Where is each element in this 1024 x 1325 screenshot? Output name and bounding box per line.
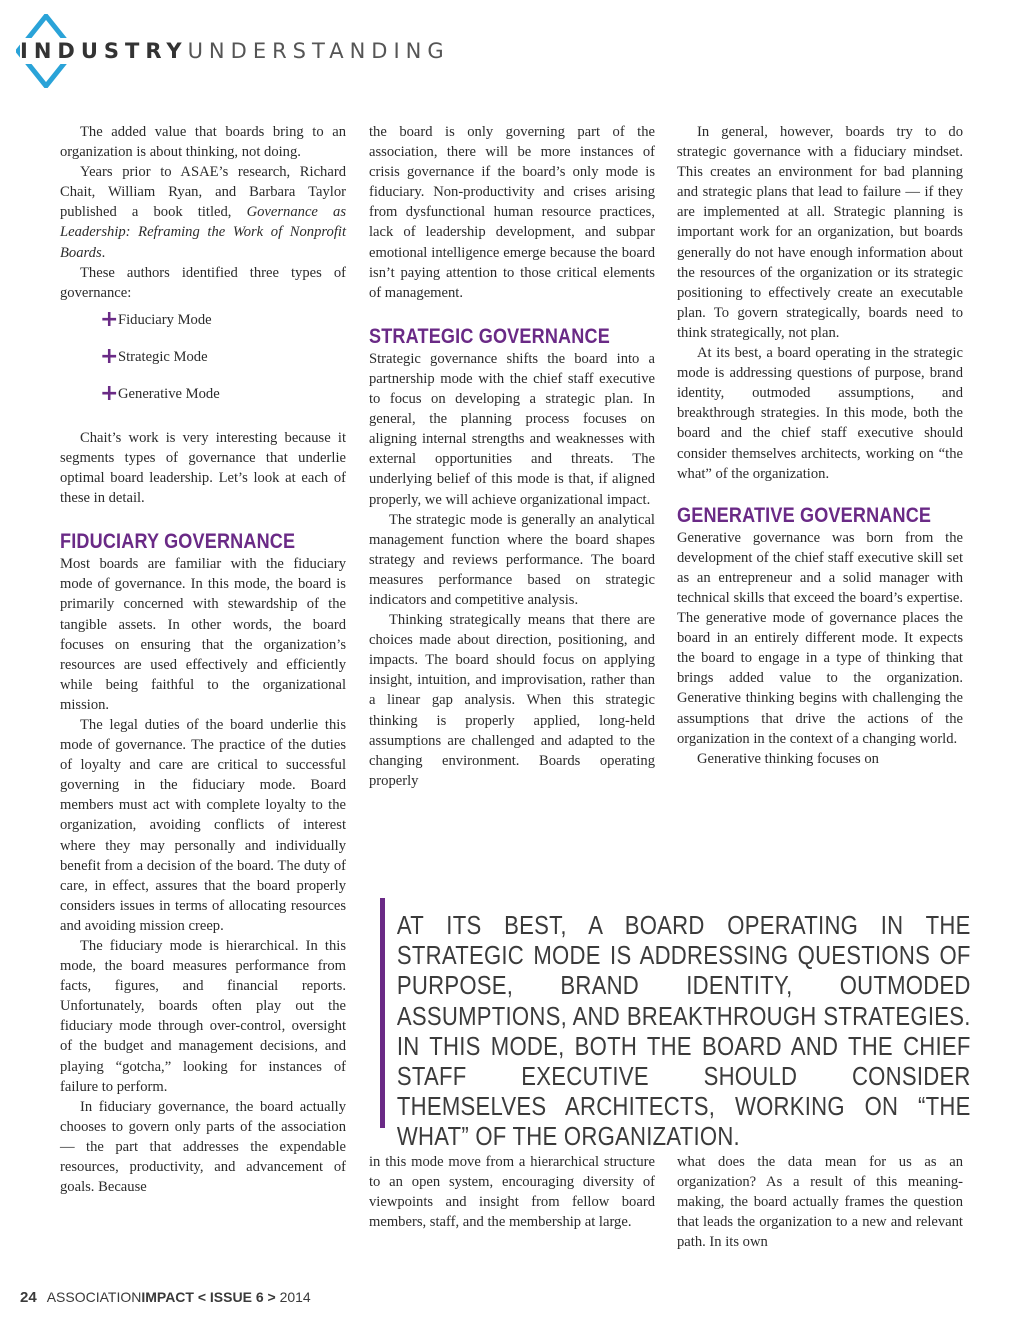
paragraph: Generative thinking focuses on xyxy=(697,750,879,767)
paragraph: what does the data mean for us as an organization? As a result of this meaning-making, the board actually frames the question that leads the organization to a new and relevant path. In its own xyxy=(677,1154,963,1251)
page-number: 24 xyxy=(20,1289,37,1306)
paragraph: In general, however, boards try to do strategic governance with a fiduciary mindset. This creates an environment for bad planning and strategic plans that lead to failure — if they are implemented at all. Strategic planning is important work for an organization, but boards generally do not have enough information about the resources of the organization or its strategic positioning to effectively create an executable plan. To govern strategically, boards need to think strategically, not plan. xyxy=(677,124,963,341)
column-2 xyxy=(369,122,655,791)
list-item-label: Generative Mode xyxy=(118,385,220,402)
section-title xyxy=(20,38,453,64)
paragraph: The added value that boards bring to an organization is about thinking, not doing. xyxy=(60,124,346,161)
paragraph-text: Years prior to ASAE’s research, Richard Chait, William Ryan, and Barbara Taylor published a book titled, xyxy=(60,164,346,221)
paragraph: The legal duties of the board underlie this mode of governance. The practice of the duties of loyalty and care are critical to successful governing in the fiduciary mode. Board members must act with complete loyalty to the organization, avoiding conflicts of interest where they may personally and individually benefit from a decision of the board. The duty of care, in effect, assures that the board properly considers issues in terms of allocating resources and avoiding mission creep. xyxy=(60,716,346,934)
plus-icon: + xyxy=(100,343,119,369)
book-title: Governance as Leadership: Reframing the Work of Nonprofit Boards xyxy=(60,204,346,261)
list-item xyxy=(100,380,346,420)
list-item xyxy=(100,306,346,346)
magazine-issue: IMPACT < ISSUE 6 > xyxy=(141,1289,276,1305)
paragraph: These authors identified three types of governance: xyxy=(60,264,346,301)
paragraph: Generative governance was born from the development of the chief staff executive skill set as an entrepreneur and a solid manager with technical skills that exceed the board’s expertise. The generative mode of governance places the board in an entirely different mode. It expects the board to engage in a type of thinking that brings added value to the organization. Generative thinking begins with challenging the assumptions that drive the actions of the organization in the context of a changing world. xyxy=(677,529,963,747)
heading-generative-governance: GENERATIVE GOVERNANCE xyxy=(677,503,932,527)
paragraph: in this mode move from a hierarchical structure to an open system, encouraging diversity of viewpoints and insight from fellow board members, staff, and the membership at large. xyxy=(369,1154,655,1231)
paragraph: the board is only governing part of the association, there will be more instances of crisis governance if the board’s only mode is fiduciary. Non-productivity and crises arising from dysfunctional human resource practices, lack of leadership development, and subpar emotional intelligence emerge because the board isn’t paying attention to those critical elements of management. xyxy=(369,124,655,301)
pull-quote-text: AT ITS BEST, A BOARD OPERATING IN THE STRATEGIC MODE IS ADDRESSING QUESTIONS OF PURPOSE, BRAND IDENTITY, OUTMODED ASSUMPTIONS, AND BREAKTHROUGH STRATEGIES. IN THIS MODE, BOTH THE BOARD AND THE CHIEF STAFF EXECUTIVE SHOULD CONSIDER THEMSELVES ARCHITECTS, WORKING ON “THE WHAT” OF THE ORGANIZATION. xyxy=(396,910,971,1152)
paragraph: Chait’s work is very interesting because it segments types of governance that underlie optimal board leadership. Let’s look at each of these in detail. xyxy=(60,429,346,507)
heading-fiduciary-governance: FIDUCIARY GOVERNANCE xyxy=(60,530,296,554)
column-1 xyxy=(60,122,346,1197)
magazine-year: 2014 xyxy=(279,1289,311,1305)
paragraph: Most boards are familiar with the fiduciary mode of governance. In this mode, the board is primarily concerned with stewardship of the tangible assets. In other words, the board focuses on ensuring that the organization’s resources are used effectively and efficiently while being faithful to the organizational mission. xyxy=(60,556,346,713)
magazine-name-light: ASSOCIATION xyxy=(46,1289,142,1305)
column-3 xyxy=(677,122,963,769)
heading-strategic-governance: STRATEGIC GOVERNANCE xyxy=(369,324,610,348)
paragraph-text: . xyxy=(101,244,106,261)
section-title-bold: INDUSTRY xyxy=(20,39,188,63)
paragraph: In fiduciary governance, the board actually chooses to govern only parts of the association — the part that addresses the expendable resources, productivity, and advancement of goals. Because xyxy=(60,1098,346,1196)
paragraph: The fiduciary mode is hierarchical. In this mode, the board measures performance from facts, figures, and financial reports. Unfortunately, boards often play out the fiduciary mode through over-control, oversight of the budget and management decisions, and playing “gotcha,” looking for instances of failure to perform. xyxy=(60,938,346,1095)
paragraph: The strategic mode is generally an analytical management function where the board shapes strategy and reviews performance. The board measures performance based on strategic indicators and competitive analysis. xyxy=(369,511,655,608)
section-title-light: UNDERSTANDING xyxy=(187,39,450,63)
column-3-continued xyxy=(677,1152,963,1252)
page-footer xyxy=(20,1289,311,1306)
plus-icon: + xyxy=(100,306,119,332)
paragraph xyxy=(60,162,346,262)
pull-quote xyxy=(380,898,971,1152)
paragraph: Strategic governance shifts the board into a partnership mode with the chief staff executive to focus on developing a strategic plan. In general, the planning process focuses on aligning internal strengths and weaknesses with external opportunities and threats. The underlying belief of this mode is that, if aligned properly, we will achieve organizational impact. xyxy=(369,350,655,508)
paragraph: Thinking strategically means that there are choices made about direction, positioning, and impacts. The board should focus on applying insight, intuition, and improvisation, rather than a linear gap analysis. When this strategic thinking is properly applied, long-held assumptions are challenged and adapted to the changing environment. Boards operating properly xyxy=(369,612,655,789)
plus-icon: + xyxy=(100,380,119,406)
list-item xyxy=(100,343,346,383)
list-item-label: Fiduciary Mode xyxy=(118,311,212,328)
governance-modes-list xyxy=(60,306,346,420)
paragraph: At its best, a board operating in the strategic mode is addressing questions of purpose, brand identity, outmoded assumptions, and breakthrough strategies. In this mode, both the board and the chief staff executive should consider themselves architects, working on “the what” of the organization. xyxy=(677,345,963,482)
column-2-continued xyxy=(369,1152,655,1232)
list-item-label: Strategic Mode xyxy=(118,348,208,365)
